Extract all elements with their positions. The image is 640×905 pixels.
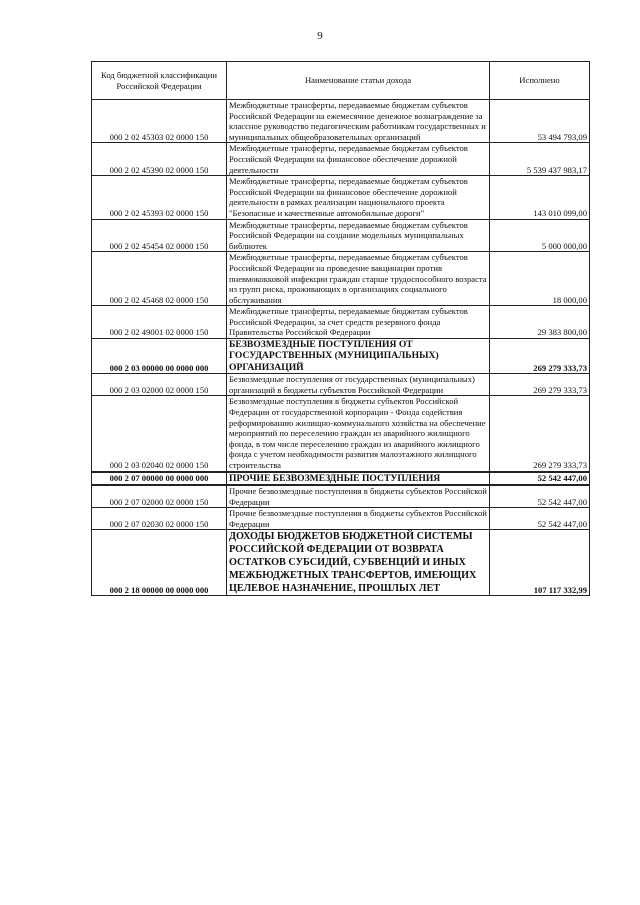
row-name: ДОХОДЫ БЮДЖЕТОВ БЮДЖЕТНОЙ СИСТЕМЫ РОССИЙСКОЙ ФЕДЕРАЦИИ ОТ ВОЗВРАТА ОСТАТКОВ СУБСИДИЙ, СУБВЕНЦИЙ И ИНЫХ МЕЖБЮДЖЕТНЫХ ТРАНСФЕРТОВ, ИМЕЮЩИХ ЦЕЛЕВОЕ НАЗНАЧЕНИЕ, ПРОШЛЫХ ЛЕТ — [227, 530, 490, 596]
row-amount: 107 117 332,99 — [490, 530, 590, 596]
row-name: Безвозмездные поступления от государственных (муниципальных) организаций в бюджеты субъектов Российской Федерации — [227, 374, 490, 396]
table-row — [92, 374, 590, 396]
row-code: 000 2 03 02040 02 0000 150 — [92, 396, 227, 472]
header-amount: Исполнено — [490, 62, 590, 100]
row-name: Межбюджетные трансферты, передаваемые бюджетам субъектов Российской Федерации на проведение вакцинации против пневмококковой инфекции граждан старше трудоспособного возраста из групп риска, проживающих в организациях социального обслуживания — [227, 252, 490, 306]
row-code: 000 2 07 00000 00 0000 000 — [92, 472, 227, 485]
row-code: 000 2 02 45393 02 0000 150 — [92, 176, 227, 219]
row-code: 000 2 02 45390 02 0000 150 — [92, 143, 227, 176]
table-row — [92, 485, 590, 508]
table-row-section — [92, 472, 590, 485]
row-amount: 5 000 000,00 — [490, 219, 590, 252]
row-amount: 53 494 793,09 — [490, 100, 590, 143]
row-code: 000 2 18 00000 00 0000 000 — [92, 530, 227, 596]
row-amount: 269 279 333,73 — [490, 374, 590, 396]
header-code: Код бюджетной классификации Российской Федерации — [92, 62, 227, 100]
row-code: 000 2 03 02000 02 0000 150 — [92, 374, 227, 396]
row-code: 000 2 07 02000 02 0000 150 — [92, 485, 227, 508]
row-name: Межбюджетные трансферты, передаваемые бюджетам субъектов Российской Федерации на создание модельных муниципальных библиотек — [227, 219, 490, 252]
table-row — [92, 252, 590, 306]
row-amount: 269 279 333,73 — [490, 396, 590, 472]
row-amount: 269 279 333,73 — [490, 339, 590, 374]
row-amount: 29 383 800,00 — [490, 306, 590, 339]
row-code: 000 2 07 02030 02 0000 150 — [92, 508, 227, 530]
row-name: ПРОЧИЕ БЕЗВОЗМЕЗДНЫЕ ПОСТУПЛЕНИЯ — [227, 472, 490, 485]
row-amount: 5 539 437 983,17 — [490, 143, 590, 176]
revenue-table — [91, 61, 590, 596]
row-name: Межбюджетные трансферты, передаваемые бюджетам субъектов Российской Федерации, за счет средств резервного фонда Правительства Российской Федерации — [227, 306, 490, 339]
row-name: Межбюджетные трансферты, передаваемые бюджетам субъектов Российской Федерации на ежемесячное денежное вознаграждение за классное руководство педагогическим работникам государственных и муниципальных общеобразовательных организаций — [227, 100, 490, 143]
header-name: Наименование статьи дохода — [227, 62, 490, 100]
page-number: 9 — [317, 30, 323, 42]
table-row — [92, 306, 590, 339]
row-code: 000 2 02 45454 02 0000 150 — [92, 219, 227, 252]
table-row — [92, 143, 590, 176]
table-row — [92, 176, 590, 219]
row-code: 000 2 02 49001 02 0000 150 — [92, 306, 227, 339]
table-row — [92, 508, 590, 530]
row-name: Межбюджетные трансферты, передаваемые бюджетам субъектов Российской Федерации на финансовое обеспечение дорожной деятельности — [227, 143, 490, 176]
row-amount: 18 000,00 — [490, 252, 590, 306]
row-amount: 52 542 447,00 — [490, 472, 590, 485]
table-row — [92, 100, 590, 143]
row-code: 000 2 02 45303 02 0000 150 — [92, 100, 227, 143]
table-row — [92, 396, 590, 472]
row-code: 000 2 02 45468 02 0000 150 — [92, 252, 227, 306]
row-amount: 52 542 447,00 — [490, 485, 590, 508]
row-amount: 143 010 099,00 — [490, 176, 590, 219]
row-amount: 52 542 447,00 — [490, 508, 590, 530]
table-row-section — [92, 339, 590, 374]
row-name: БЕЗВОЗМЕЗДНЫЕ ПОСТУПЛЕНИЯ ОТ ГОСУДАРСТВЕННЫХ (МУНИЦИПАЛЬНЫХ) ОРГАНИЗАЦИЙ — [227, 339, 490, 374]
row-code: 000 2 03 00000 00 0000 000 — [92, 339, 227, 374]
table-row — [92, 219, 590, 252]
row-name: Безвозмездные поступления в бюджеты субъектов Российской Федерации от государственной корпорации - Фонда содействия реформированию жилищно-коммунального хозяйства на обеспечение мероприятий по переселению граждан из аварийного жилищного фонда, в том числе переселению граждан из аварийного жилищного фонда с учетом необходимости развития малоэтажного жилищного строительства — [227, 396, 490, 472]
table-row-section — [92, 530, 590, 596]
row-name: Межбюджетные трансферты, передаваемые бюджетам субъектов Российской Федерации на финансовое обеспечение дорожной деятельности в рамках реализации национального проекта "Безопасные и качественные автомобильные дороги" — [227, 176, 490, 219]
row-name: Прочие безвозмездные поступления в бюджеты субъектов Российской Федерации — [227, 508, 490, 530]
table-header-row — [92, 62, 590, 100]
row-name: Прочие безвозмездные поступления в бюджеты субъектов Российской Федерации — [227, 485, 490, 508]
